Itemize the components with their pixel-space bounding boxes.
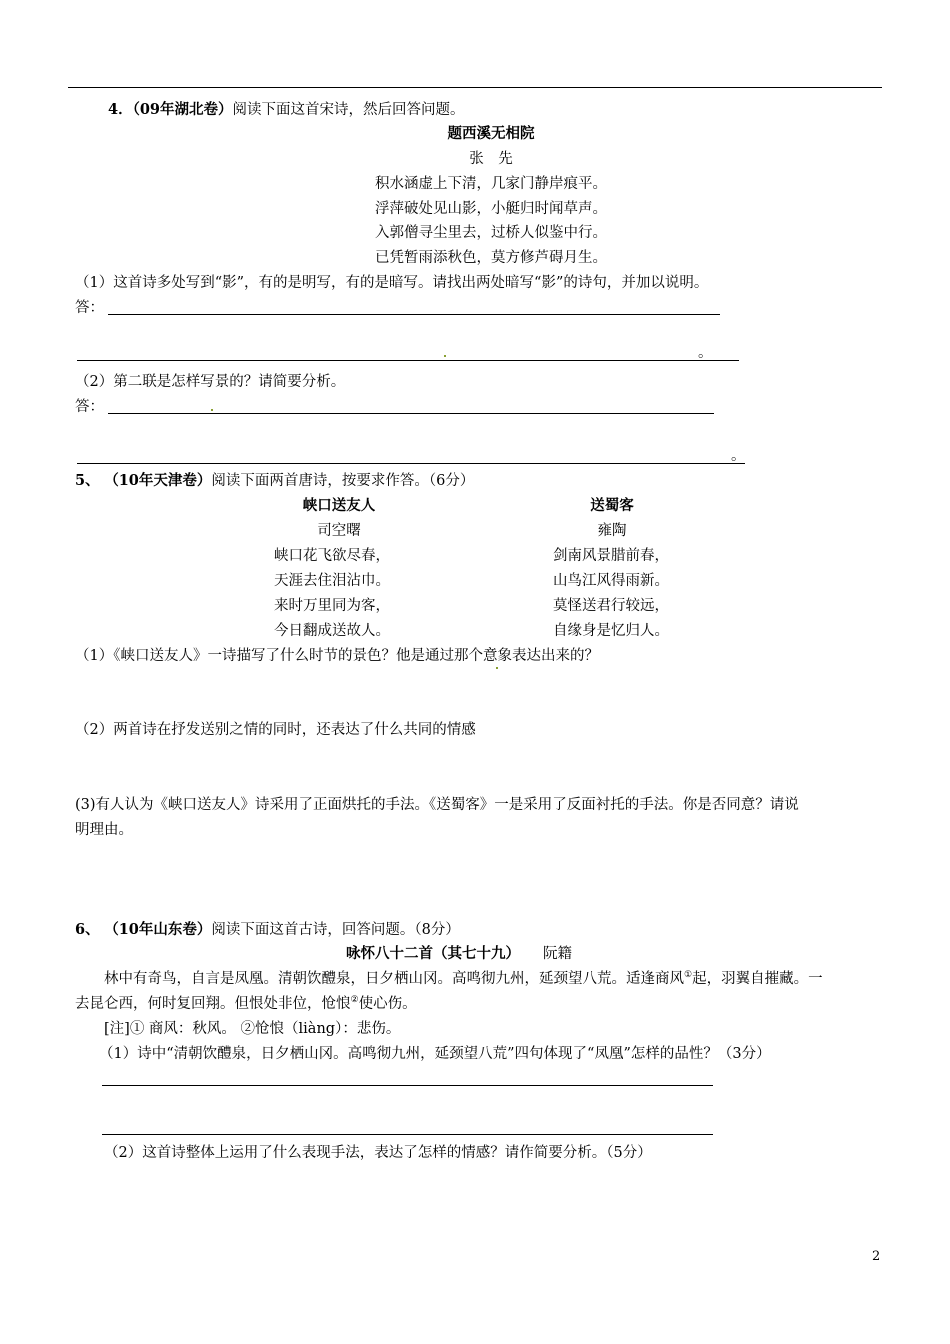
scan-dot [444,355,446,357]
q5-poem1-line: 来时万里同为客， [274,598,390,614]
q6-source: （10年山东卷） [104,921,212,938]
q4-poem-line: 入郭僧寻尘里去，过桥人似鉴中行。 [375,225,607,241]
q5-poem1-line: 峡口花飞欲尽春， [274,548,390,564]
scan-dot [211,409,213,411]
q5-poem2-line: 莫怪送君行较远， [553,598,669,614]
q4-answer1-label: 答： [75,300,104,316]
q4-source: （09年湖北卷） [132,101,233,118]
q5-poem1-author: 司空曙 [317,523,361,539]
q5-instruction: 阅读下面两首唐诗，按要求作答。（6分） [211,473,475,489]
q6-answer1-line1[interactable] [102,1085,713,1086]
header-rule [68,87,882,88]
q6-instruction: 阅读下面这首古诗，回答问题。（8分） [211,922,460,938]
q5-poem2-author: 雍陶 [597,523,627,539]
q6-poem-author: 阮籍 [543,946,573,962]
q6-answer1-line2[interactable] [102,1134,713,1135]
q6-sub1: （1）诗中“清朝饮醴泉，日夕栖山冈。高鸣彻九州，延颈望八荒”四句体现了“凤凰”怎样的品性？（3分） [99,1046,771,1062]
q4-answer1-period: 。 [698,345,713,361]
note-mark: ① [684,970,693,981]
q5-poem2-line: 剑南风景腊前春， [553,548,669,564]
q5-number: 5、 [75,472,100,489]
scan-dot [496,667,498,669]
q4-answer2-period: 。 [731,448,746,464]
q4-heading [108,100,465,120]
q4-answer1-line1[interactable] [108,314,720,315]
q5-sub1: （1）《峡口送友人》一诗描写了什么时节的景色？他是通过那个意象表达出来的？ [75,648,599,664]
q6-poem-title: 咏怀八十二首（其七十九） [346,945,520,962]
q6-text: 起，羽翼自摧藏。一 [692,971,823,987]
q4-answer2-label: 答： [75,399,104,415]
q6-number: 6、 [75,921,100,938]
q4-sub1: （1）这首诗多处写到“影”，有的是明写，有的是暗写。请找出两处暗写“影”的诗句，并加以说明。 [75,275,709,291]
q4-instruction: 阅读下面这首宋诗，然后回答问题。 [232,102,465,118]
q6-poem-heading [346,944,572,964]
q4-answer2-line2[interactable] [77,463,745,464]
q5-poem1-line: 今日翻成送故人。 [274,623,390,639]
q5-source: （10年天津卷） [104,472,212,489]
q4-answer1-line2[interactable] [77,360,739,361]
q6-poem-text-line2 [75,994,417,1014]
q5-poem1-title: 峡口送友人 [302,497,376,514]
q5-poem2-line: 山鸟江风得雨新。 [553,573,669,589]
q4-poem-author: 张 先 [469,151,513,167]
q6-notes: [注]① 商风：秋风。 ②怆悢（liàng）：悲伤。 [104,1021,401,1037]
q6-text: 林中有奇鸟，自言是凤凰。清朝饮醴泉，日夕栖山冈。高鸣彻九州，延颈望八荒。适逢商风 [104,971,684,987]
q6-poem-text-line1 [104,969,823,989]
q6-text: 去昆仑西，何时复回翔。但恨处非位，怆悢 [75,996,351,1012]
page-number: 2 [872,1249,881,1264]
q5-sub3-line1: (3)有人认为《峡口送友人》诗采用了正面烘托的手法。《送蜀客》一是采用了反面衬托的手法。你是否同意？请说 [75,797,799,813]
q5-sub2: （2）两首诗在抒发送别之情的同时，还表达了什么共同的情感 [75,722,476,738]
q4-sub2: （2）第二联是怎样写景的？请简要分析。 [75,374,346,390]
q4-answer2-line1[interactable] [108,413,714,414]
q4-poem-line: 积水涵虚上下清，几家门静岸痕平。 [375,176,607,192]
q5-poem2-title: 送蜀客 [590,497,634,514]
q4-poem-line: 已凭暂雨添秋色，莫方修芦碍月生。 [375,250,607,266]
q5-poem1-line: 天涯去住泪沾巾。 [274,573,390,589]
q5-sub3-line2: 明理由。 [75,822,133,838]
q6-sub2: （2）这首诗整体上运用了什么表现手法，表达了怎样的情感？请作简要分析。（5分） [104,1145,652,1161]
q5-poem2-line: 自缘身是忆归人。 [553,623,669,639]
q4-poem-line: 浮萍破处见山影，小艇归时闻草声。 [375,201,607,217]
q6-text: 使心伤。 [358,996,417,1012]
note-mark: ② [350,995,359,1006]
q6-heading [75,920,460,940]
q5-heading [75,471,474,491]
q4-number: 4． [108,101,133,118]
q4-poem-title: 题西溪无相院 [447,125,535,142]
